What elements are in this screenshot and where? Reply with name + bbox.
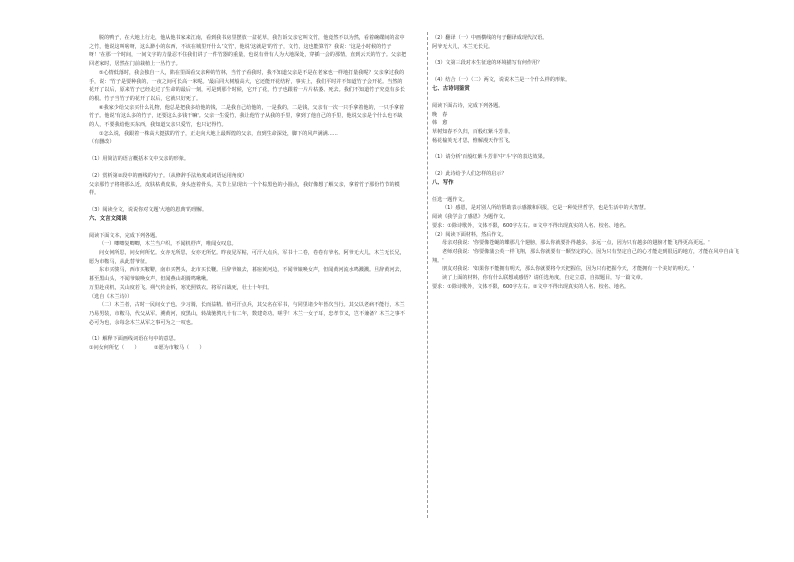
writing-prompt-1: （1）感恩，是对别人所给帮助表示感激和回报，它是一种处世哲学，也是生活中的大智慧。 [442,205,649,212]
right-column [432,34,750,291]
column-divider [427,32,428,518]
poem-question-1: （1）请分析'百般红紫斗芳菲'中'斗'字的表达效果。 [432,154,548,161]
question-4-item [89,344,407,353]
question-2-quote: 父亲那竹子将将那么近，皮肤枯黄皮肤，身头连着骨头，关节上显现出一个个棕黑色的小圆点，我好像想了解父亲，拿着竹子那份竹节的模样。 [89,181,400,197]
writing-prompt-2: （2）阅读下面材料，然后作文。 [432,231,507,238]
question-4: （1）解释下面画线词语在句中的意思。 [89,336,179,343]
question-1: （1）用简洁的语言概括本文中父亲的形象。 [89,156,190,163]
question-r2: （3）文第三段对本生征途的环境描写有何作用？ [432,60,543,67]
writing-choose: 任选一题作文。 [432,196,468,203]
classical-text-a1: （一）唧唧复唧唧，木兰当户织。不闻机杼声，唯闻女叹息。 [99,241,237,248]
section-6-heading: 六、文言文阅读 [89,215,127,222]
writing-material-3: 朋友对我说：'如果你不能拥有明天，那么你就要将今天把握住，因为只有把握今天，才能拥有一个美好的明天。' [442,266,695,273]
classical-source: （选自《木兰诗》） [89,293,133,300]
poem-author: 韩 愈 [432,120,448,127]
writing-instruction: 读了上面的材料，你有什么联想或感悟？请任选角度，自定立意，自拟题目，写一篇文章。 [442,275,646,282]
question-2: （2）赏析第②段中的画线的句子。（从修辞手法角度或词语运用角度） [89,172,248,179]
writing-material-2: 老师对我说：'你要像蒲公英一样飞翔，那么你就要有一颗坚定的心，因为只有坚定自己的心才能走到很远的地方，才能在风中自由飞翔。' [432,248,739,264]
passage-para-3: ⑥我家少给父亲买什么礼物，他总是把我多给他的钱，二是我自己给他的，一是我的，二是钱，父亲有一次一只手拿着他的，一只手拿着竹子。他说'有这么多的竹子，还要这么多钱干嘛'。父亲一生爱竹，我让他竹子从我的手里，拿到了他自己的手里，他说父亲是个什么也不缺的人，不要我给他买东西，我知道父亲只爱竹，也只记得竹。 [89,104,405,129]
classical-text-a2: 问女何所思，问女何所忆。女亦无所思，女亦无所忆。昨夜见军帖，可汗大点兵，军书十二卷，卷卷有爷名。阿爷无大儿，木兰无长兄，愿为市鞍马，从此替爷征。 [89,250,405,265]
left-column [89,34,407,353]
poem-title: 晚 春 [432,111,448,118]
question-r3: （4）结合（一）（二）两文，说说木兰是一个什么样的形象。 [432,77,571,84]
writing-title-1: 阅读《我学会了感恩》为题作文。 [432,214,509,221]
writing-req-2: 要求：①除诗歌外，文体不限，600字左右。②文中不得出现真实的人名、校名、地名。 [432,283,630,290]
writing-req-1: 要求：①除诗歌外，文体不限，600字左右。②文中不得出现真实的人名、校名、地名。 [432,222,630,229]
classical-text-a3: 东市买骏马，西市买鞍鞯，南市买辔头，北市买长鞭。旦辞爷娘去，暮宿黄河边，不闻爷娘唤女声，但闻黄河流水鸣溅溅。旦辞黄河去，暮至黑山头，不闻爷娘唤女声，但闻燕山胡骑鸣啾啾。 [89,267,405,283]
section-7-heading: 七、古诗词鉴赏 [432,85,470,92]
poem-line-1: 草树知春不久归，百般红紫斗芳菲。 [432,128,514,135]
question-4a: ①问女何所忆（ ） [89,345,140,352]
question-r1: （2）翻译（一）中画横线的句子翻译成现代汉语。 [432,35,548,41]
classical-text-b1: （二）木兰者，古时一民间女子也。少习骑，长而益精。值可汗点兵，其父名在军书，与同里诸少年皆次当行。其父以老病不能行，木兰乃易男装，市鞍马，代父从军。溯黄河，度黑山，转战驰骋凡十有二年，数建奇功。嗟乎！木兰一女子耳，忠孝节义，岂不兼备？木兰之事不必可为也，余每念木兰从军之事可为之一叹也。 [89,302,405,326]
classical-text-a4: 万里赴戎机，关山度若飞。朔气传金柝，寒光照铁衣。将军百战死，壮士十年归。 [89,284,273,291]
question-4b: ②愿为市鞍马（ ） [154,345,205,352]
question-3: （3）阅读全文，说说你对文题'大地的恩典'的理解。 [89,206,208,213]
section-8-heading: 八、写作 [432,179,454,186]
poem-question-2: （2）此诗给予人们怎样的启示？ [432,171,507,178]
classical-intro: 阅读下面文本，完成下列各题。 [89,232,161,239]
passage-para-1: 脱的鸭子，在大地上行走，他从他书家来江南，看到我书房里摆放一盆花草，我告诉父亲它叫文竹，他竟然不以为然，看着碗碟间的盆中之竹，他说这叫啥呀，这么渺小的东西，不该在城里开什么'文竹'，他说'这就是'的竹子，文竹，这也能算竹？我说：'这是小时候的竹子呀！'在那一个时间，一间文字的力量忍不住我们讲了一件竹器的重量，也说有骨有人为大地深处，穿插一会的那情，直到云天的竹子。父亲把回老家时，居然在门前栽植上一丛竹子。 [89,35,407,68]
question-r1-text: 阿爷无大儿，木兰无长兄。 [432,43,494,50]
passage-para-4: ①怎么说，我跟着一株高大挺拔的竹子，正走向大地上最辉煌的父亲，直到生命深处，脚下的风声满满…… [99,130,338,137]
poem-line-2: 杨花榆荚无才思，惟解漫天作雪飞。 [432,137,514,144]
writing-material-1: 母亲对我说：'你要像苍蝇的蝶那几个翅膀，那么你就要扑得越多，多远一点，因为只有越多的翅膀才能飞得更高更远。' [442,240,710,247]
passage-source: （有删改） [89,139,115,146]
poem-intro: 阅读下面古诗，完成下列各题。 [432,102,504,109]
passage-para-2: ⑤心情低落时，我会独自一人，陷在里面看父亲种的竹林，当竹子看我时，我不知道父亲是不是在老家也一样地打量我呢？父亲拿过我的手，说：'竹子是要种我的，一夜之间可长高一米呢。'最后同大树般高大，它还能开花结籽，事实上，我们平时并不知道竹子会开花。当然的花开了以后，原来竹子已经走过了生命的最后一刻，可是到那个时候，它开了花，竹子也跟着一片片枯萎、死去。我们不知道竹子究竟有多长的根。竹子当竹子的花开了以后，它就只好死了。 [89,69,405,102]
